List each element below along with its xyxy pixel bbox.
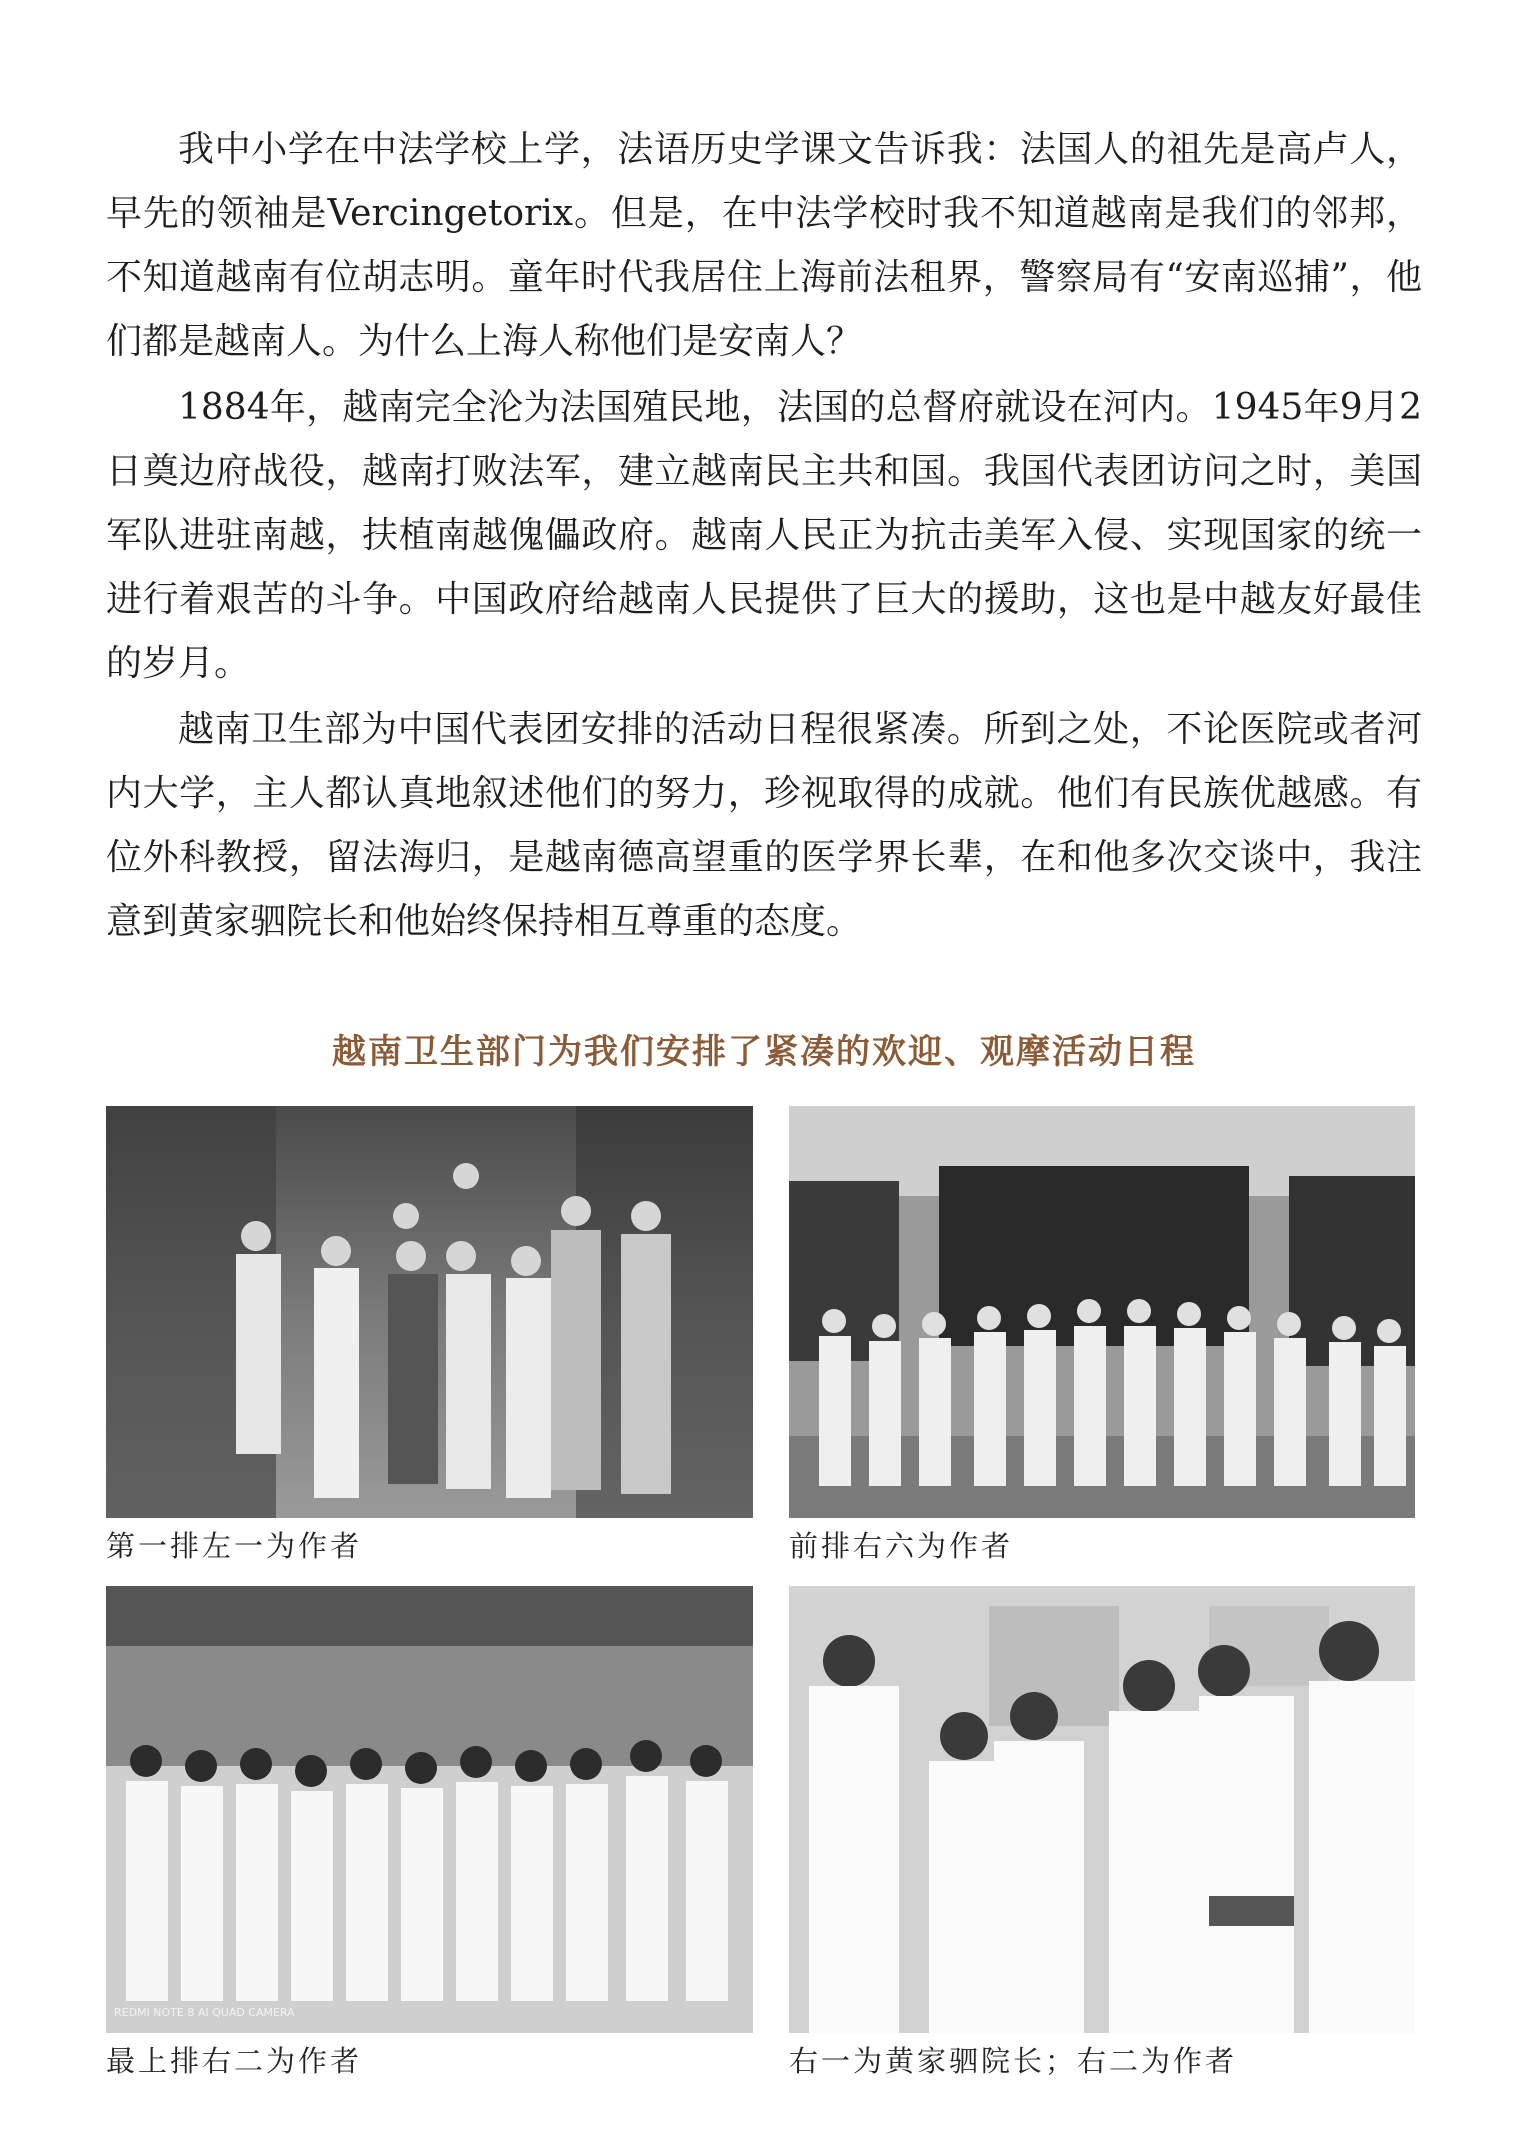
camera-watermark: REDMI NOTE 8 AI QUAD CAMERA: [114, 2006, 295, 2019]
article-body: [106, 118, 1422, 956]
paragraph-3: 越南卫生部为中国代表团安排的活动日程很紧凑。所到之处，不论医院或者河内大学，主人都认真地叙述他们的努力，珍视取得的成就。他们有民族优越感。有位外科教授，留法海归，是越南德高望重的医学界长辈，在和他多次交谈中，我注意到黄家驷院长和他始终保持相互尊重的态度。: [106, 709, 1422, 942]
photo-group-steps: [106, 1106, 753, 1518]
paragraph-1: 我中小学在中法学校上学，法语历史学课文告诉我：法国人的祖先是高卢人，早先的领袖是Vercingetorix。但是，在中法学校时我不知道越南是我们的邻邦，不知道越南有位胡志明。童年时代我居住上海前法租界，警察局有“安南巡捕”，他们都是越南人。为什么上海人称他们是安南人？: [106, 129, 1422, 362]
photo-ao-dai-group: [106, 1586, 753, 2033]
photo-group-building: [789, 1106, 1415, 1518]
paragraph-2: 1884年，越南完全沦为法国殖民地，法国的总督府就设在河内。1945年9月2日奠边府战役，越南打败法军，建立越南民主共和国。我国代表团访问之时，美国军队进驻南越，扶植南越傀儡政府。越南人民正为抗击美军入侵、实现国家的统一进行着艰苦的斗争。中国政府给越南人民提供了巨大的援助，这也是中越友好最佳的岁月。: [106, 387, 1422, 684]
photo-caption-4: 右一为黄家驷院长；右二为作者: [789, 2044, 1238, 2078]
photo-caption-2: 前排右六为作者: [789, 1529, 1014, 1563]
photo-section-heading: 越南卫生部门为我们安排了紧凑的欢迎、观摩活动日程: [332, 1032, 1196, 1072]
photo-caption-1: 第一排左一为作者: [106, 1529, 363, 1563]
photo-doctors-meeting: [789, 1586, 1415, 2033]
photo-caption-3: 最上排右二为作者: [106, 2044, 363, 2078]
